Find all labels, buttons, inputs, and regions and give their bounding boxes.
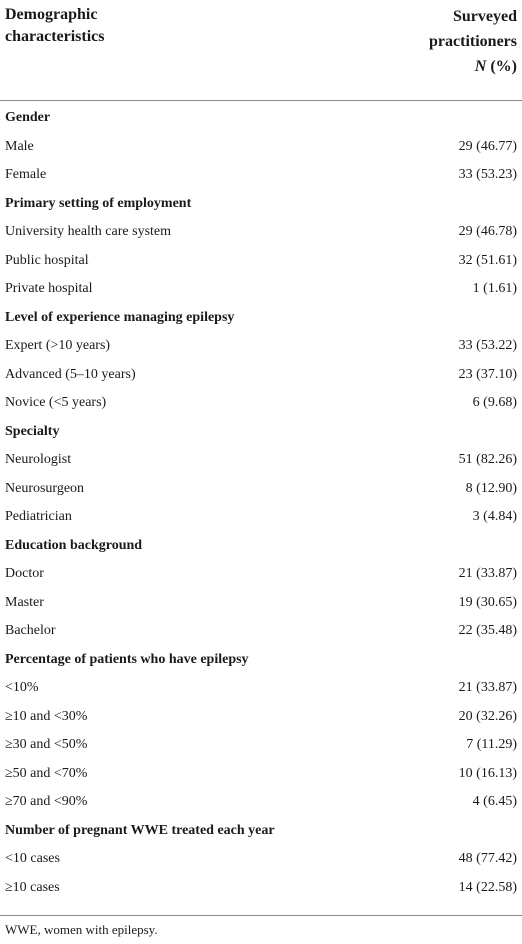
section-header-row	[0, 817, 522, 846]
row-label: Advanced (5–10 years)	[5, 366, 136, 382]
row-label: <10%	[5, 680, 39, 695]
row-label: Neurologist	[5, 452, 72, 467]
row-label: Neurosurgeon	[5, 480, 85, 496]
row-value: 20 (32.26)	[458, 708, 517, 724]
table-row	[0, 589, 522, 618]
row-label: Expert (>10 years)	[5, 338, 111, 353]
section-header-row	[0, 418, 522, 447]
row-label: ≥10 and <30%	[5, 708, 88, 724]
row-label: ≥30 and <50%	[5, 737, 88, 752]
row-value: 7 (11.29)	[466, 737, 517, 752]
section-header-row	[0, 646, 522, 675]
row-label: ≥70 and <90%	[5, 794, 88, 809]
table-row	[0, 475, 522, 504]
section-label: Gender	[5, 110, 51, 125]
bottom-divider	[0, 915, 522, 916]
section-header-row	[0, 104, 522, 133]
row-value: 3 (4.84)	[472, 509, 517, 524]
table-footnote: WWE, women with epilepsy.	[5, 922, 158, 937]
table-row	[0, 760, 522, 789]
row-value: 1 (1.61)	[472, 281, 517, 296]
row-value: 29 (46.77)	[458, 138, 517, 154]
row-label: Female	[5, 167, 47, 182]
table-row	[0, 703, 522, 732]
row-value: 48 (77.42)	[458, 851, 517, 866]
table-row	[0, 874, 522, 903]
row-value: 19 (30.65)	[458, 594, 517, 610]
table-row	[0, 617, 522, 646]
row-label: ≥10 cases	[5, 879, 60, 895]
row-label: ≥50 and <70%	[5, 765, 88, 781]
table-row	[0, 845, 522, 874]
row-value: 23 (37.10)	[458, 366, 517, 382]
section-header-row	[0, 190, 522, 219]
table-row	[0, 247, 522, 276]
row-value: 14 (22.58)	[458, 879, 517, 895]
row-value: 21 (33.87)	[458, 566, 517, 581]
row-label: Male	[5, 138, 34, 154]
header-line: Surveyed	[453, 8, 517, 25]
row-value: 6 (9.68)	[472, 395, 517, 410]
row-label: University health care system	[5, 224, 172, 239]
row-label: Bachelor	[5, 623, 56, 638]
table-row	[0, 446, 522, 475]
row-value: 32 (51.61)	[458, 252, 517, 268]
section-label: Primary setting of employment	[5, 195, 192, 211]
header-line	[429, 54, 517, 79]
table-row	[0, 503, 522, 532]
table-row	[0, 218, 522, 247]
table-body	[0, 104, 522, 902]
row-value: 33 (53.23)	[458, 167, 517, 182]
table-row	[0, 731, 522, 760]
section-label: Percentage of patients who have epilepsy	[5, 651, 249, 667]
section-label: Level of experience managing epilepsy	[5, 309, 235, 325]
row-value: 21 (33.87)	[458, 680, 517, 695]
table-row	[0, 161, 522, 190]
table-row	[0, 332, 522, 361]
row-label: Pediatrician	[5, 509, 72, 524]
row-label: Novice (<5 years)	[5, 395, 107, 410]
row-value: 8 (12.90)	[465, 480, 517, 496]
row-label: Master	[5, 594, 44, 610]
row-value: 4 (6.45)	[472, 794, 517, 809]
header-line: Demographic	[5, 6, 98, 23]
section-label: Specialty	[5, 423, 60, 439]
row-value: 51 (82.26)	[458, 452, 517, 467]
table-row	[0, 674, 522, 703]
row-label: Private hospital	[5, 281, 93, 296]
header-line: practitioners	[429, 33, 517, 50]
table-row	[0, 133, 522, 162]
table-row	[0, 560, 522, 589]
table-row	[0, 275, 522, 304]
row-value: 33 (53.22)	[458, 338, 517, 353]
header-percent: (%)	[486, 58, 517, 75]
table-row	[0, 389, 522, 418]
section-label: Education background	[5, 537, 143, 553]
section-header-row	[0, 304, 522, 333]
table-row	[0, 788, 522, 817]
row-label: <10 cases	[5, 851, 60, 866]
section-label: Number of pregnant WWE treated each year	[5, 822, 275, 838]
section-header-row	[0, 532, 522, 561]
column-header-demographic	[5, 4, 105, 48]
table-row	[0, 361, 522, 390]
header-n-symbol: N	[474, 58, 487, 75]
table-header	[0, 0, 522, 101]
row-label: Doctor	[5, 566, 44, 581]
row-value: 29 (46.78)	[458, 224, 517, 239]
header-line: characteristics	[5, 28, 105, 45]
row-value: 10 (16.13)	[458, 765, 517, 781]
column-header-practitioners	[429, 4, 517, 79]
row-label: Public hospital	[5, 252, 89, 268]
row-value: 22 (35.48)	[458, 623, 517, 638]
